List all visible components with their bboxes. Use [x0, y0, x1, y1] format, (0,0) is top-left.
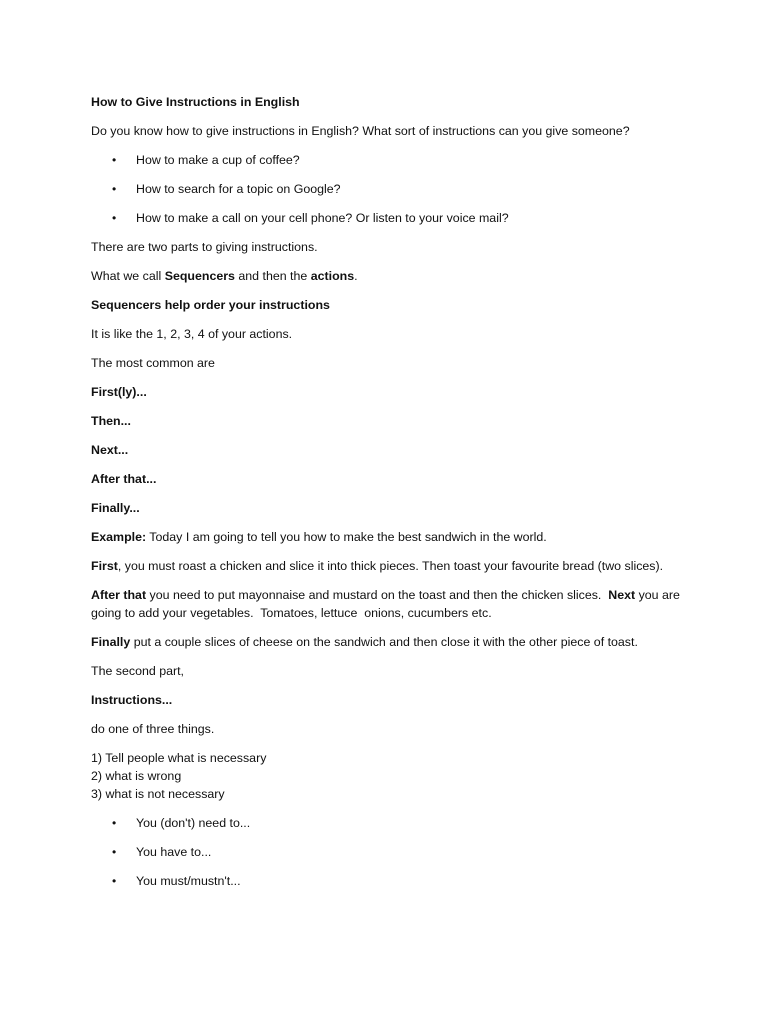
text-run: you need to put mayonnaise and mustard on the toast and then the chicken slices.: [146, 588, 609, 602]
bold-text: After that...: [91, 472, 157, 486]
bold-text: actions: [310, 269, 355, 283]
paragraph: [91, 720, 708, 738]
text-run: There are two parts to giving instructions.: [91, 240, 318, 254]
paragraph: [91, 785, 708, 803]
text-run: and then the: [234, 269, 311, 283]
paragraph: [91, 767, 708, 785]
paragraph: [91, 441, 708, 459]
paragraph: [91, 528, 708, 546]
text-run: .: [354, 269, 358, 283]
paragraph: [91, 383, 708, 401]
bold-text: After that: [91, 588, 147, 602]
document-title: [91, 93, 708, 111]
bold-text: Finally: [91, 635, 131, 649]
text-run: What we call: [91, 269, 165, 283]
text-run: you are going to add your vegetables. Tomatoes, lettuce onions, cucumbers etc.: [91, 588, 684, 620]
paragraph: [91, 662, 708, 680]
paragraph: [91, 586, 708, 622]
text-run: do one of three things.: [91, 722, 215, 736]
bold-text: Next: [608, 588, 636, 602]
paragraph: [91, 749, 708, 767]
text-run: put a couple slices of cheese on the sandwich and then close it with the other piece of toast.: [130, 635, 638, 649]
text-run: 3) what is not necessary: [91, 787, 225, 801]
text-run: Today I am going to tell you how to make the best sandwich in the world.: [146, 530, 547, 544]
paragraph: [91, 354, 708, 372]
text-run: It is like the 1, 2, 3, 4 of your actions.: [91, 327, 293, 341]
bold-text: Instructions...: [91, 693, 173, 707]
bold-text: First: [91, 559, 118, 573]
bullet-item: • You have to...: [91, 843, 708, 861]
paragraph: [91, 267, 708, 285]
paragraph: [91, 691, 708, 709]
paragraph: [91, 325, 708, 343]
paragraph: [91, 499, 708, 517]
bullet-item: • How to make a call on your cell phone? Or listen to your voice mail?: [91, 209, 708, 227]
paragraph: [91, 470, 708, 488]
text-run: The second part,: [91, 664, 184, 678]
bold-text: Next...: [91, 443, 129, 457]
bullet-item: • How to make a cup of coffee?: [91, 151, 708, 169]
paragraph: [91, 412, 708, 430]
paragraph: [91, 238, 708, 256]
bullet-item: • You (don't) need to...: [91, 814, 708, 832]
text-run: 1) Tell people what is necessary: [91, 751, 267, 765]
bold-text: Then...: [91, 414, 131, 428]
bullet-item: • How to search for a topic on Google?: [91, 180, 708, 198]
bold-text: How to Give Instructions in English: [91, 95, 300, 109]
text-run: , you must roast a chicken and slice it into thick pieces. Then toast your favourite bread (two slices).: [117, 559, 664, 573]
paragraph: [91, 122, 708, 140]
bold-text: Sequencers help order your instructions: [91, 298, 330, 312]
text-run: Do you know how to give instructions in English? What sort of instructions can you give someone?: [91, 124, 630, 138]
text-run: The most common are: [91, 356, 215, 370]
bullet-list: [91, 151, 708, 227]
bullet-list: [91, 814, 708, 890]
bold-text: First(ly)...: [91, 385, 147, 399]
bold-text: Example:: [91, 530, 147, 544]
bullet-item: • You must/mustn't...: [91, 872, 708, 890]
paragraph: [91, 557, 708, 575]
bold-text: Finally...: [91, 501, 140, 515]
paragraph: [91, 296, 708, 314]
text-run: 2) what is wrong: [91, 769, 182, 783]
bold-text: Sequencers: [164, 269, 235, 283]
paragraph: [91, 633, 708, 651]
